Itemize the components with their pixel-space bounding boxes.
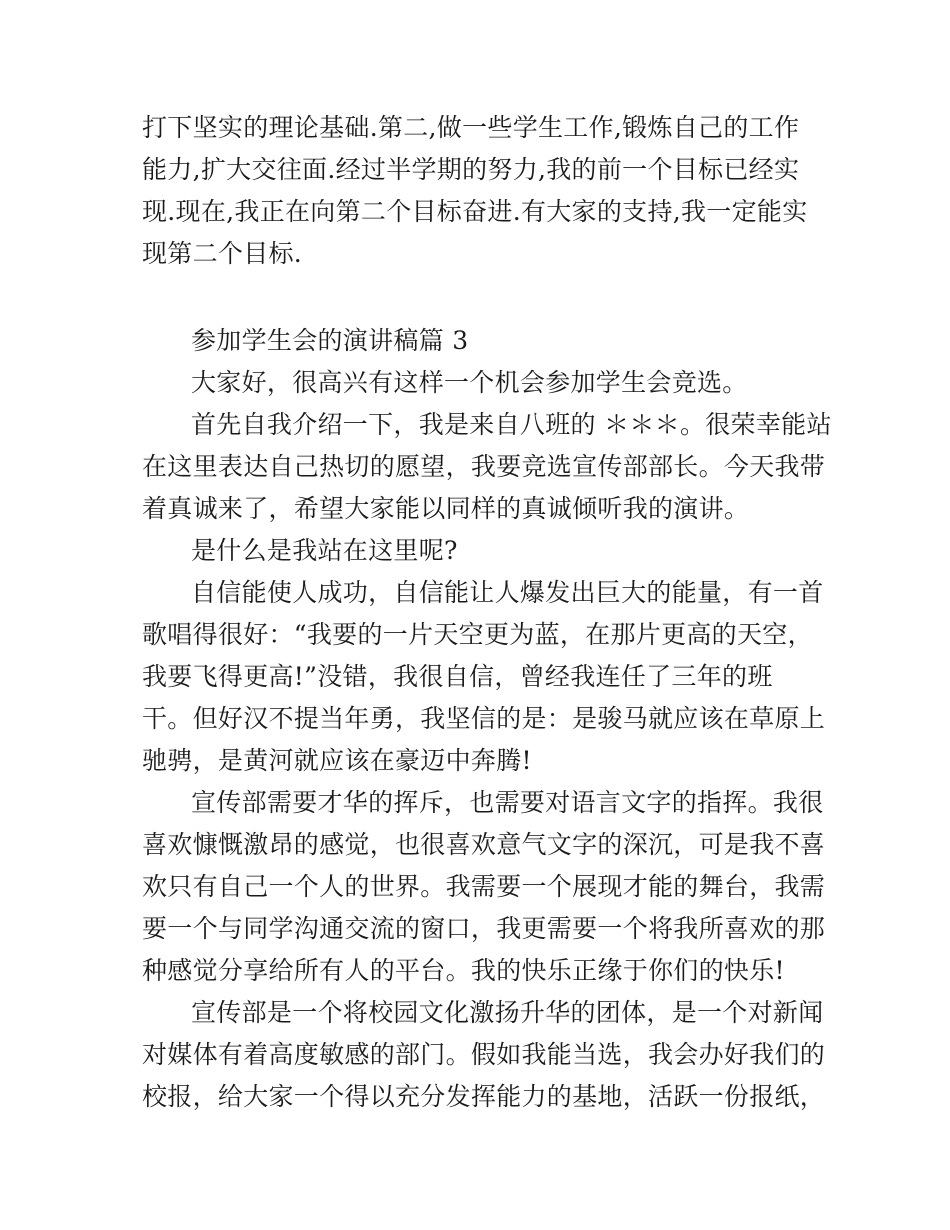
text-line: 我要飞得更高!”没错，我很自信，曾经我连任了三年的班 xyxy=(142,662,773,691)
text-line: 歌唱得很好：“我要的一片天空更为蓝，在那片更高的天空， xyxy=(142,620,813,649)
text-line: 大家好，很高兴有这样一个机会参加学生会竞选。 xyxy=(191,368,748,397)
text-line: 着真诚来了，希望大家能以同样的真诚倾听我的演讲。 xyxy=(142,494,750,523)
text-line: 能力,扩大交往面.经过半学期的努力,我的前一个目标已经实 xyxy=(142,155,800,184)
text-line: 首先自我介绍一下，我是来自八班的 ＊＊＊。很荣幸能站 xyxy=(191,410,832,439)
text-line: 是什么是我站在这里呢? xyxy=(191,536,458,565)
text-line: 自信能使人成功，自信能让人爆发出巨大的能量，有一首 xyxy=(191,578,824,607)
text-line: 在这里表达自己热切的愿望，我要竞选宣传部部长。今天我带 xyxy=(142,452,826,481)
text-line: 喜欢慷慨激昂的感觉，也很喜欢意气文字的深沉，可是我不喜 xyxy=(142,830,826,859)
text-line: 对媒体有着高度敏感的部门。假如我能当选，我会办好我们的 xyxy=(142,1040,826,1069)
text-line: 欢只有自己一个人的世界。我需要一个展现才能的舞台，我需 xyxy=(142,872,826,901)
text-line: 要一个与同学沟通交流的窗口，我更需要一个将我所喜欢的那 xyxy=(142,914,826,943)
text-line: 现第二个目标. xyxy=(142,239,303,268)
text-line: 打下坚实的理论基础.第二,做一些学生工作,锻炼自己的工作 xyxy=(142,113,800,142)
text-line: 宣传部是一个将校园文化激扬升华的团体，是一个对新闻 xyxy=(191,998,824,1027)
text-line: 干。但好汉不提当年勇，我坚信的是：是骏马就应该在草原上 xyxy=(142,704,826,733)
text-line: 校报，给大家一个得以充分发挥能力的基地，活跃一份报纸， xyxy=(142,1082,826,1111)
text-line: 宣传部需要才华的挥斥，也需要对语言文字的指挥。我很 xyxy=(191,788,824,817)
text-line: 驰骋，是黄河就应该在豪迈中奔腾! xyxy=(142,746,532,775)
text-line: 种感觉分享给所有人的平台。我的快乐正缘于你们的快乐! xyxy=(142,956,785,985)
section-heading: 参加学生会的演讲稿篇 3 xyxy=(191,326,469,355)
text-line: 现.现在,我正在向第二个目标奋进.有大家的支持,我一定能实 xyxy=(142,197,808,226)
